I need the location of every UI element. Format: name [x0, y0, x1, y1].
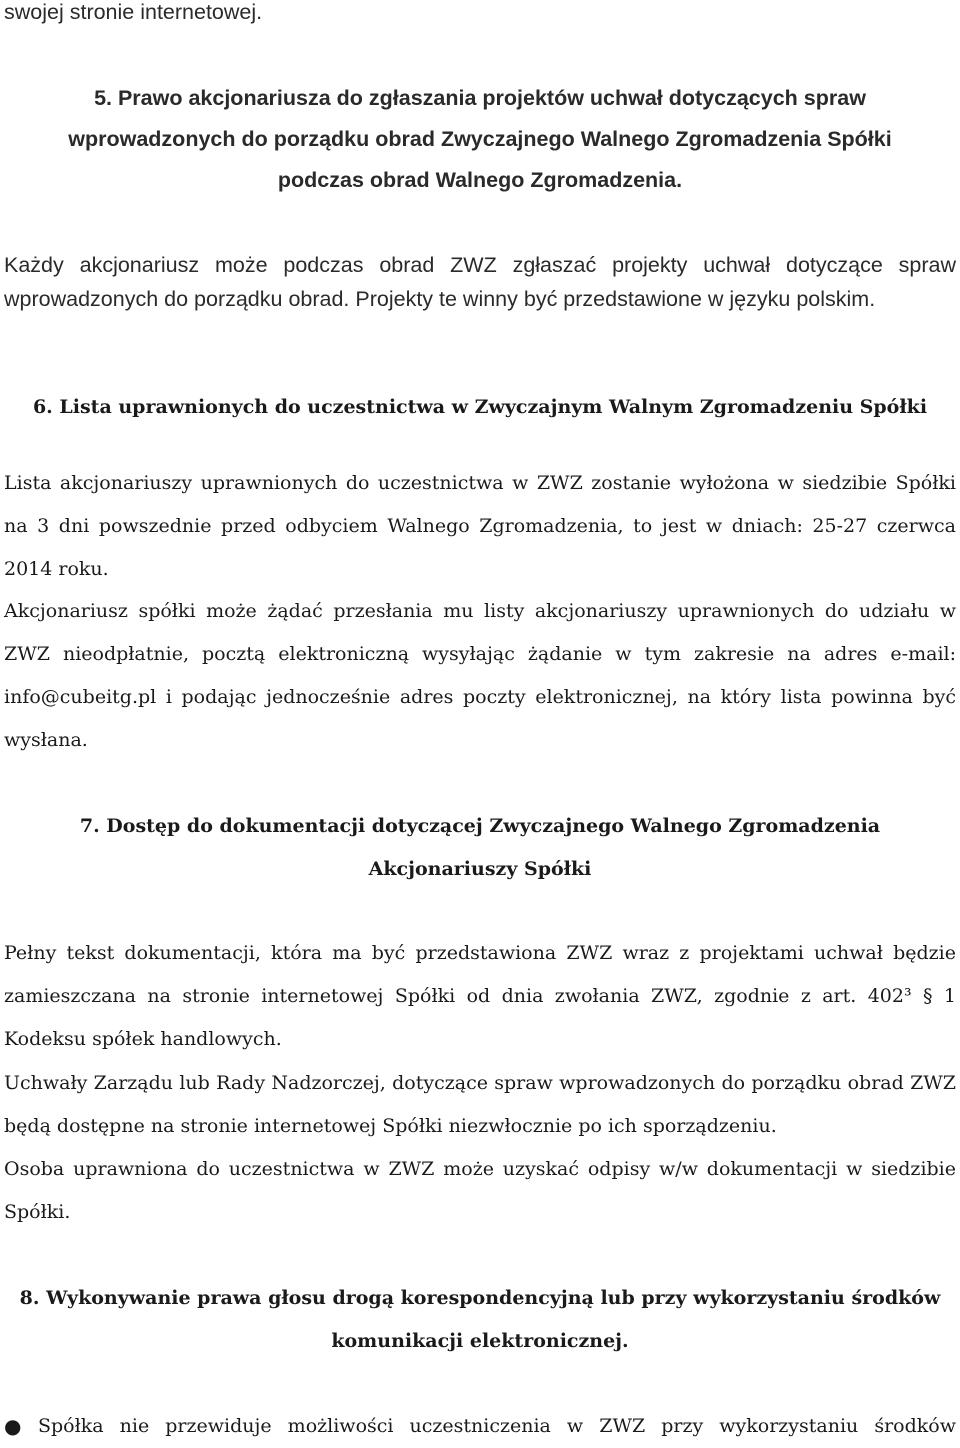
- page-top-fragment: swojej stronie internetowej.: [4, 0, 263, 24]
- section-7-paragraph-1: Pełny tekst dokumentacji, która ma być przedstawiona ZWZ wraz z projektami uchwał będzie zamieszczana na stronie internetowej Spółki od dnia zwołania ZWZ, zgodnie z art. 402³ § 1 Kodeksu spółek handlowych.: [4, 942, 956, 1050]
- section-7-paragraph-3: Osoba uprawniona do uczestnictwa w ZWZ może uzyskać odpisy w/w dokumentacji w siedzibie Spółki.: [4, 1158, 956, 1223]
- section-8-heading: [4, 1277, 956, 1363]
- section-8-bullet-item: Spółka nie przewiduje możliwości uczestniczenia w ZWZ przy wykorzystaniu środków: [38, 1415, 956, 1437]
- section-8-heading-line: 8. Wykonywanie prawa głosu drogą korespondencyjną lub przy wykorzystaniu środków: [19, 1287, 941, 1309]
- section-5-paragraph: Każdy akcjonariusz może podczas obrad ZWZ zgłaszać projekty uchwał dotyczące spraw wprowadzonych do porządku obrad. Projekty te winny być przedstawione w języku polskim.: [4, 253, 956, 311]
- section-8-heading-line: komunikacji elektronicznej.: [331, 1330, 629, 1352]
- section-7-paragraph-2: Uchwały Zarządu lub Rady Nadzorczej, dotyczące spraw wprowadzonych do porządku obrad ZWZ będą dostępne na stronie internetowej Spółki niezwłocznie po ich sporządzeniu.: [4, 1072, 956, 1137]
- section-7-heading-line: Akcjonariuszy Spółki: [368, 858, 592, 880]
- section-5-heading-line: podczas obrad Walnego Zgromadzenia.: [277, 168, 683, 192]
- section-5-heading-line: wprowadzonych do porządku obrad Zwyczajnego Walnego Zgromadzenia Spółki: [68, 127, 892, 151]
- bullet-icon: ●: [4, 1414, 22, 1438]
- section-6-heading: 6. Lista uprawnionych do uczestnictwa w Zwyczajnym Walnym Zgromadzeniu Spółki: [32, 396, 928, 418]
- section-6-paragraph-1: Lista akcjonariuszy uprawnionych do uczestnictwa w ZWZ zostanie wyłożona w siedzibie Spółki na 3 dni powszednie przed odbyciem Walnego Zgromadzenia, to jest w dniach: 25-27 czerwca 2014 roku.: [4, 472, 956, 580]
- section-6-paragraph-2: Akcjonariusz spółki może żądać przesłania mu listy akcjonariuszy uprawnionych do udziału w ZWZ nieodpłatnie, pocztą elektroniczną wysyłając żądanie w tym zakresie na adres e-mail: info@cubeitg.pl i podając jednocześnie adres poczty elektronicznej, na który lista powinna być wysłana.: [4, 600, 956, 751]
- section-7-heading: [4, 805, 956, 891]
- section-7-heading-line: 7. Dostęp do dokumentacji dotyczącej Zwyczajnego Walnego Zgromadzenia: [79, 815, 881, 837]
- section-5-heading: [4, 78, 956, 201]
- section-5-heading-line: 5. Prawo akcjonariusza do zgłaszania projektów uchwał dotyczących spraw: [94, 86, 866, 110]
- section-8-bullet-list: [4, 1405, 956, 1445]
